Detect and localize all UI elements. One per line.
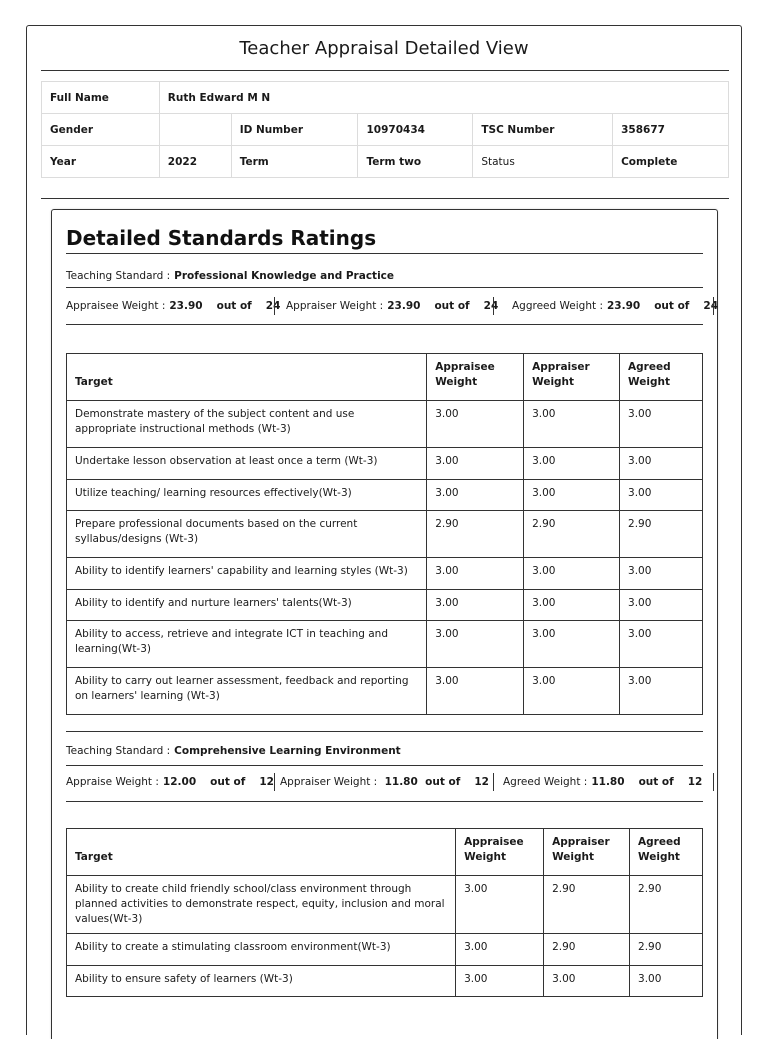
info-row-term (42, 146, 729, 178)
ratings-header-row (67, 829, 703, 876)
agreed-cell: 2.90 (630, 876, 703, 934)
appraisee-cell: 3.00 (427, 448, 524, 480)
standard-divider (66, 731, 703, 732)
agreed-weight-header: Agreed Weight (620, 354, 703, 401)
appraisee-cell: 3.00 (427, 401, 524, 448)
table-row (67, 511, 703, 558)
table-row (67, 621, 703, 668)
weight-separator (493, 773, 494, 791)
appraiser-cell: 2.90 (544, 876, 630, 934)
target-cell: Prepare professional documents based on the current syllabus/designs (Wt-3) (67, 511, 427, 558)
table-row (67, 966, 703, 997)
appraiser-weight: Appraiser Weight : 11.80 out of 12 (280, 776, 489, 788)
table-row (67, 401, 703, 448)
agreed-cell: 2.90 (620, 511, 703, 558)
appraisee-cell: 3.00 (427, 590, 524, 621)
table-row (67, 934, 703, 966)
standard-divider (66, 287, 703, 288)
appraiser-cell: 3.00 (524, 448, 620, 480)
target-cell: Ability to ensure safety of learners (Wt-3) (67, 966, 456, 997)
weight-separator (274, 297, 275, 315)
weight-separator (493, 297, 494, 315)
agreed-weight: Agreed Weight : 11.80 out of 12 (503, 776, 703, 788)
info-row-ids (42, 114, 729, 146)
appraiser-weight: Appraiser Weight : 23.90 out of 24 (286, 300, 499, 312)
appraisee-weight: Appraisee Weight : 23.90 out of 24 (66, 300, 281, 312)
target-cell: Ability to identify learners' capability and learning styles (Wt-3) (67, 558, 427, 590)
target-header: Target (67, 829, 456, 876)
appraiser-cell: 3.00 (524, 621, 620, 668)
table-row (67, 448, 703, 480)
standard-heading (66, 745, 401, 757)
appraisee-weight: Appraise Weight : 12.00 out of 12 (66, 776, 274, 788)
appraiser-cell: 3.00 (524, 401, 620, 448)
teacher-info-table (41, 81, 729, 178)
appraisee-cell: 3.00 (427, 480, 524, 511)
tsc-number-value: 358677 (613, 114, 729, 146)
standard-name: Comprehensive Learning Environment (174, 745, 401, 757)
table-row (67, 668, 703, 715)
table-row (67, 590, 703, 621)
tsc-number-label: TSC Number (473, 114, 613, 146)
standard-divider (66, 765, 703, 766)
id-number-label: ID Number (231, 114, 358, 146)
appraiser-cell: 2.90 (544, 934, 630, 966)
ratings-table (66, 828, 703, 997)
ratings-header-row (67, 354, 703, 401)
weight-separator (274, 773, 275, 791)
agreed-cell: 3.00 (620, 668, 703, 715)
standard-divider (66, 801, 703, 802)
target-cell: Demonstrate mastery of the subject content and use appropriate instructional methods (Wt-3) (67, 401, 427, 448)
appraiser-cell: 3.00 (544, 966, 630, 997)
agreed-cell: 2.90 (630, 934, 703, 966)
appraisal-card (26, 25, 742, 1035)
table-row (67, 876, 703, 934)
gender-label: Gender (42, 114, 160, 146)
appraisee-cell: 3.00 (456, 876, 544, 934)
agreed-weight-header: Agreed Weight (630, 829, 703, 876)
agreed-cell: 3.00 (620, 590, 703, 621)
standard-name: Professional Knowledge and Practice (174, 270, 395, 282)
full-name-value: Ruth Edward M N (159, 82, 728, 114)
appraiser-cell: 3.00 (524, 668, 620, 715)
appraisee-cell: 3.00 (427, 558, 524, 590)
year-value: 2022 (159, 146, 231, 178)
appraiser-cell: 3.00 (524, 590, 620, 621)
appraisee-cell: 3.00 (456, 966, 544, 997)
agreed-cell: 3.00 (620, 558, 703, 590)
target-cell: Ability to carry out learner assessment, feedback and reporting on learners' learning (Wt-3) (67, 668, 427, 715)
target-cell: Ability to create child friendly school/class environment through planned activities to demonstrate respect, equity, inclusion and moral values(Wt-3) (67, 876, 456, 934)
target-cell: Ability to access, retrieve and integrate ICT in teaching and learning(Wt-3) (67, 621, 427, 668)
title-divider (41, 70, 729, 71)
appraisee-cell: 2.90 (427, 511, 524, 558)
weight-separator (713, 773, 714, 791)
target-cell: Ability to create a stimulating classroom environment(Wt-3) (67, 934, 456, 966)
agreed-weight: Aggreed Weight : 23.90 out of 24 (512, 300, 719, 312)
gender-value (159, 114, 231, 146)
appraiser-cell: 3.00 (524, 480, 620, 511)
appraisee-cell: 3.00 (456, 934, 544, 966)
standard-weights (66, 773, 716, 793)
appraisee-cell: 3.00 (427, 668, 524, 715)
year-label: Year (42, 146, 160, 178)
appraiser-weight-header: Appraiser Weight (524, 354, 620, 401)
appraisee-weight-header: Appraisee Weight (456, 829, 544, 876)
standard-heading (66, 270, 394, 282)
appraiser-cell: 3.00 (524, 558, 620, 590)
term-value: Term two (358, 146, 473, 178)
standards-panel (51, 209, 718, 1039)
status-label: Status (473, 146, 613, 178)
status-value: Complete (613, 146, 729, 178)
appraiser-weight-header: Appraiser Weight (544, 829, 630, 876)
page-title: Teacher Appraisal Detailed View (239, 38, 529, 59)
target-cell: Ability to identify and nurture learners' talents(Wt-3) (67, 590, 427, 621)
standard-weights (66, 297, 719, 317)
standard-label: Teaching Standard : (66, 270, 171, 282)
standard-divider (66, 324, 703, 325)
target-header: Target (67, 354, 427, 401)
appraiser-cell: 2.90 (524, 511, 620, 558)
appraisee-cell: 3.00 (427, 621, 524, 668)
id-number-value: 10970434 (358, 114, 473, 146)
info-row-name (42, 82, 729, 114)
table-row (67, 558, 703, 590)
standard-label: Teaching Standard : (66, 745, 171, 757)
agreed-cell: 3.00 (620, 480, 703, 511)
section-divider (66, 253, 703, 254)
target-cell: Utilize teaching/ learning resources effectively(Wt-3) (67, 480, 427, 511)
info-divider (41, 198, 729, 199)
agreed-cell: 3.00 (630, 966, 703, 997)
weight-separator (713, 297, 714, 315)
table-row (67, 480, 703, 511)
agreed-cell: 3.00 (620, 448, 703, 480)
full-name-label: Full Name (42, 82, 160, 114)
term-label: Term (231, 146, 358, 178)
ratings-table (66, 353, 703, 715)
appraisee-weight-header: Appraisee Weight (427, 354, 524, 401)
section-title: Detailed Standards Ratings (66, 226, 377, 250)
target-cell: Undertake lesson observation at least once a term (Wt-3) (67, 448, 427, 480)
agreed-cell: 3.00 (620, 401, 703, 448)
agreed-cell: 3.00 (620, 621, 703, 668)
